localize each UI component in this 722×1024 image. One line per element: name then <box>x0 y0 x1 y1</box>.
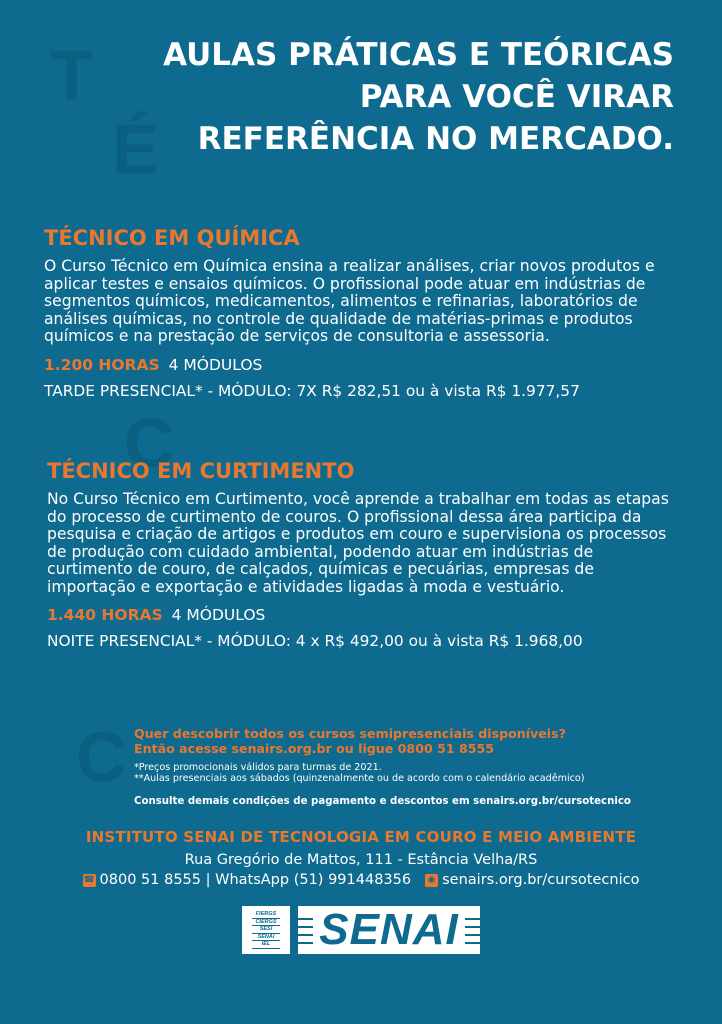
course-price: NOITE PRESENCIAL* - MÓDULO: 4 x R$ 492,00 ou à vista R$ 1.968,00 <box>47 632 583 650</box>
course-curtimento <box>47 459 677 650</box>
institute-website[interactable]: senairs.org.br/cursotecnico <box>442 872 640 888</box>
background-letter-e: É <box>112 110 159 188</box>
senai-logo-text: SENAI <box>313 906 464 954</box>
institute-block <box>0 828 722 888</box>
cta-contact: Então acesse senairs.org.br ou ligue 0800 51 8555 <box>134 741 495 756</box>
phone-icon: ☎ <box>83 874 95 885</box>
course-price: TARDE PRESENCIAL* - MÓDULO: 7X R$ 282,51 ou à vista R$ 1.977,57 <box>44 381 580 400</box>
course-hours-line <box>44 356 674 374</box>
headline-line-3: REFERÊNCIA NO MERCADO. <box>197 121 674 157</box>
course-title: TÉCNICO EM CURTIMENTO <box>47 459 355 483</box>
background-letter-t: T <box>50 36 93 114</box>
footnote-prices: *Preços promocionais válidos para turmas de 2021. <box>134 762 382 773</box>
background-letter-c2: C <box>76 718 127 796</box>
globe-icon: ◉ <box>425 874 438 887</box>
institute-address: Rua Gregório de Mattos, 111 - Estância Velha/RS <box>184 852 538 868</box>
course-title: TÉCNICO EM QUÍMICA <box>44 226 300 250</box>
institute-name: INSTITUTO SENAI DE TECNOLOGIA EM COURO E MEIO AMBIENTE <box>85 828 637 846</box>
logo-line: SESI <box>252 926 280 933</box>
institute-phones: 0800 51 8555 | WhatsApp (51) 991448356 <box>99 872 412 888</box>
cta-question: Quer descobrir todos os cursos semipresenciais disponíveis? <box>134 726 566 741</box>
logo-line: IEL <box>252 941 280 948</box>
course-hours: 1.200 HORAS <box>44 355 160 374</box>
senai-logo <box>298 906 480 954</box>
institute-contacts <box>0 872 722 888</box>
logo-line: SENAI <box>252 934 280 941</box>
footnotes <box>134 762 694 784</box>
course-quimica <box>44 226 674 400</box>
footnote-classes: **Aulas presenciais aos sábados (quinzenalmente ou de acordo com o calendário acadêmico) <box>134 773 585 784</box>
logo-line: FIERGS <box>252 911 280 918</box>
logos <box>242 906 480 954</box>
course-description: No Curso Técnico em Curtimento, você aprende a trabalhar em todas as etapas do processo de curtimento de couros. O profissional dessa área participa da pesquisa e criação de artigos e produtos em couro e supervisiona os processos de produção com cuidado ambiental, podendo atuar em indústrias de curtimento de couro, de calçados, químicas e pecuárias, empresas de importação e exportação e atividades ligadas à moda e vestuário. <box>47 490 669 596</box>
fiergs-system-logo <box>242 906 290 954</box>
call-to-action <box>134 726 694 807</box>
headline-line-1: AULAS PRÁTICAS E TEÓRICAS <box>163 37 674 73</box>
course-description: O Curso Técnico em Química ensina a realizar análises, criar novos produtos e aplicar testes e ensaios químicos. O profissional pode atuar em indústrias de segmentos químicos, medicamentos, alimentos e refinarias, laboratórios de análises químicas, no controle de qualidade de matérias-primas e produtos químicos e na prestação de serviços de consultoria e assessoria. <box>44 257 655 345</box>
payment-conditions: Consulte demais condições de pagamento e descontos em senairs.org.br/cursotecnico <box>134 796 631 807</box>
course-hours-line <box>47 606 677 624</box>
course-modules: 4 MÓDULOS <box>168 355 263 374</box>
background-letter-c: C <box>124 404 175 482</box>
course-hours: 1.440 HORAS <box>47 606 163 624</box>
logo-line: CIERGS <box>252 919 280 926</box>
headline-line-2: PARA VOCÊ VIRAR <box>359 79 674 115</box>
course-modules: 4 MÓDULOS <box>171 606 266 624</box>
headline <box>74 34 674 160</box>
